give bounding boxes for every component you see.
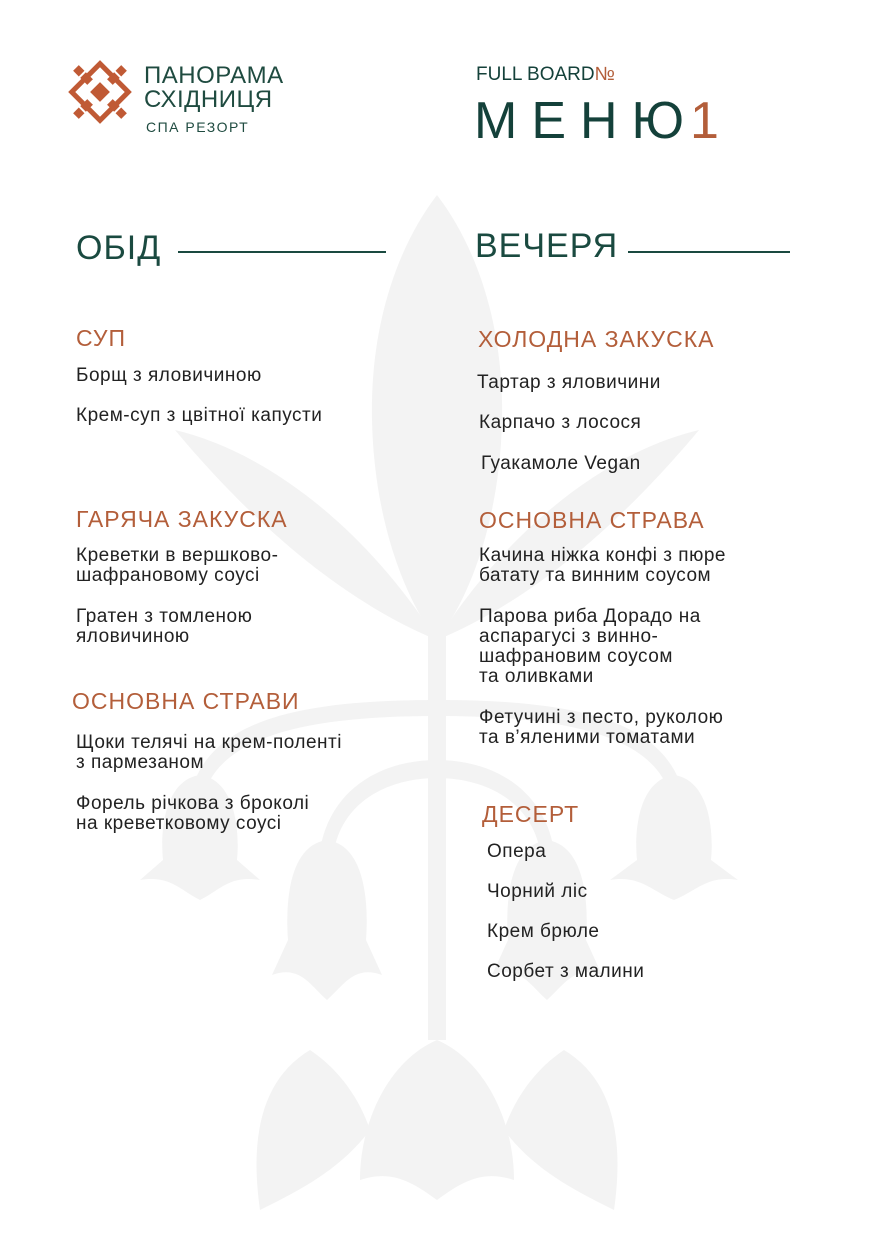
menu-number: 1 [690,92,719,150]
brand-name-line1: ПАНОРАМА [144,62,284,89]
menu-item: Борщ з яловичиною [76,365,262,386]
menu-item-line: шафрановому соусі [76,565,260,586]
menu-item [76,794,309,834]
menu-title: МЕНЮ [474,92,699,150]
dinner-section-title: ОСНОВНА СТРАВА [479,507,705,533]
menu-item-line: та оливками [479,666,594,687]
number-sign: № [594,64,615,85]
menu-item [479,546,726,586]
menu-item-line: Гратен з томленою [76,606,253,627]
lunch-section-title: ОСНОВНА СТРАВИ [72,688,300,714]
menu-item-line: аспарагусі з винно- [479,626,659,647]
menu-item [479,607,701,687]
menu-item: Гуакамоле Vegan [481,453,641,474]
menu-item-line: на креветковому соусі [76,813,282,834]
menu-item [76,733,342,773]
menu-item [76,546,278,586]
menu-item-line: Фетучині з песто, руколою [479,707,724,728]
dinner-heading: ВЕЧЕРЯ [475,227,619,265]
menu-item-line: Качина ніжка конфі з пюре [479,545,726,566]
menu-item-line: шафрановим соусом [479,646,673,667]
menu-item-line: Креветки в вершково- [76,545,279,566]
menu-item-line: з пармезаном [76,752,205,773]
dinner-section-title: ДЕСЕРТ [482,801,580,827]
menu-item: Крем брюле [487,921,600,942]
embroidery-logo-icon [66,58,134,126]
menu-item [76,607,252,647]
brand-name-line2: СХІДНИЦЯ [144,86,273,113]
menu-item-line: Щоки телячі на крем-поленті [76,732,342,753]
menu-item-line: та в’яленими томатами [479,727,696,748]
lunch-heading-rule [178,251,386,253]
board-label [476,64,615,86]
dinner-section-title: ХОЛОДНА ЗАКУСКА [478,326,715,352]
board-label-text: FULL BOARD [476,64,595,85]
lunch-heading: ОБІД [76,229,162,267]
menu-item-line: Форель річкова з броколі [76,793,310,814]
brand-subtitle: СПА РЕЗОРТ [146,119,250,135]
menu-item: Тартар з яловичини [477,372,661,393]
menu-item: Сорбет з малини [487,961,645,982]
menu-item: Карпачо з лосося [479,412,642,433]
menu-item: Опера [487,841,547,862]
menu-item-line: батату та винним соусом [479,565,712,586]
menu-item-line: яловичиною [76,626,190,647]
menu-item: Крем-суп з цвітної капусти [76,405,323,426]
lunch-section-title: ГАРЯЧА ЗАКУСКА [76,506,288,532]
menu-item-line: Парова риба Дорадо на [479,606,701,627]
dinner-heading-rule [628,251,790,253]
menu-item: Чорний ліс [487,881,588,902]
lunch-section-title: СУП [76,325,126,351]
menu-item [479,708,723,748]
